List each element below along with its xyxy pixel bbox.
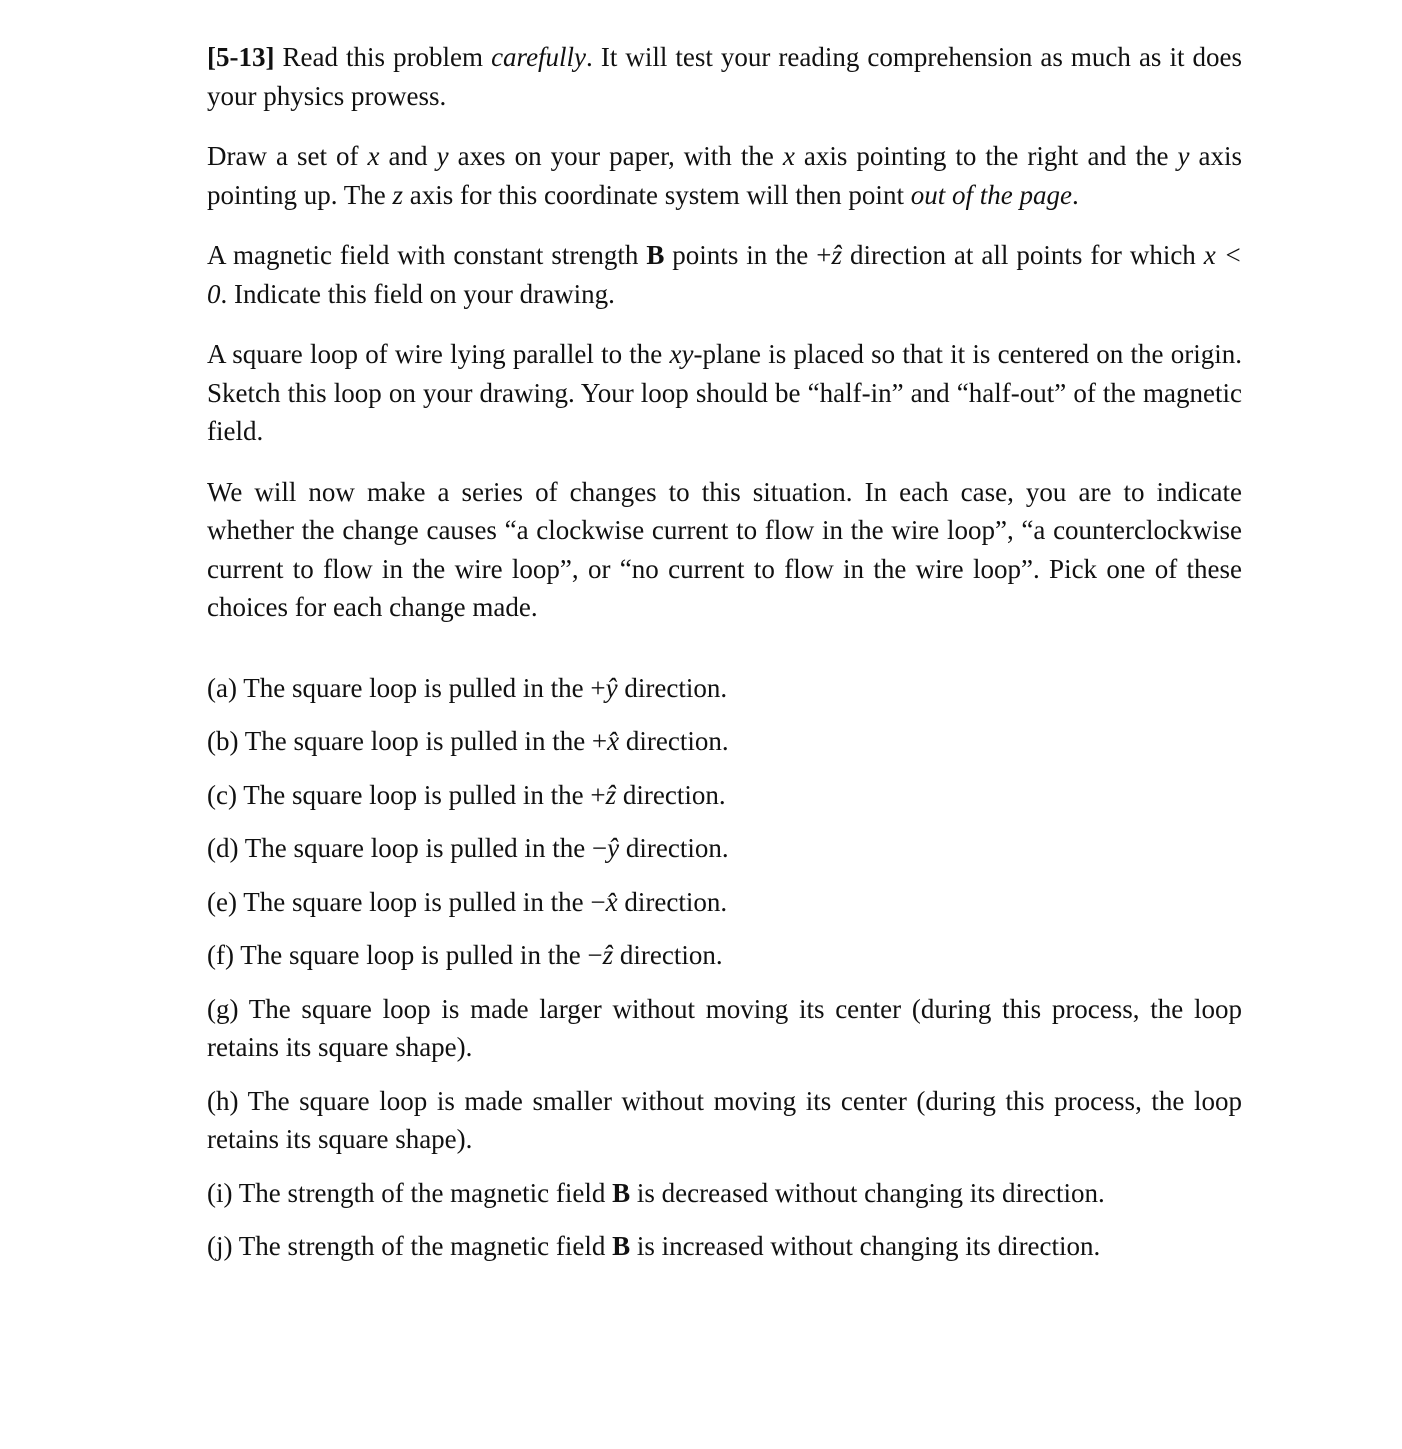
item-text: The square loop is pulled in the − xyxy=(233,940,603,970)
math-zhat: ẑ xyxy=(831,240,842,270)
field-text: direction at all points for which xyxy=(842,240,1204,270)
math-condition: x < 0 xyxy=(207,240,1242,309)
item-text: The strength of the magnetic field xyxy=(232,1231,613,1261)
axes-emphasis: out of the page xyxy=(910,179,1072,210)
axes-text: Draw a set of xyxy=(207,141,368,171)
item-text: The square loop is made larger without moving its center (during this process, the loop retains its square shape). xyxy=(207,993,1242,1062)
loop-paragraph xyxy=(207,335,1242,451)
math-y: y xyxy=(436,141,449,171)
list-item xyxy=(207,1227,1242,1266)
math-y: y xyxy=(1177,141,1190,171)
list-item xyxy=(207,1174,1242,1213)
item-label: (i) xyxy=(207,1177,233,1208)
item-label: (g) xyxy=(207,993,239,1024)
math-x: x xyxy=(782,141,795,171)
field-paragraph xyxy=(207,236,1242,313)
intro-text-b: . It will test your reading comprehension as much as it does your physics prowess. xyxy=(207,42,1242,111)
math-unit-vector: x̂ xyxy=(607,726,620,756)
item-label: (a) xyxy=(207,672,237,703)
math-B: B xyxy=(612,1177,631,1208)
axes-paragraph xyxy=(207,137,1242,214)
math-z: z xyxy=(392,179,404,210)
item-label: (d) xyxy=(207,833,239,863)
intro-text-a: Read this problem xyxy=(282,42,492,72)
item-text: The square loop is pulled in the + xyxy=(238,726,608,756)
list-item xyxy=(207,990,1242,1067)
math-x: x xyxy=(367,141,380,171)
list-item xyxy=(207,936,1242,975)
axes-text: and xyxy=(379,141,437,171)
list-item xyxy=(207,883,1242,922)
axes-text: axis pointing to the right and the xyxy=(794,141,1178,171)
math-B: B xyxy=(612,1231,631,1261)
field-text: A magnetic field with constant strength xyxy=(207,240,647,270)
item-label: (c) xyxy=(207,779,237,810)
list-item xyxy=(207,776,1242,815)
axes-text: . xyxy=(1071,179,1079,210)
loop-text: A square loop of wire lying parallel to the xyxy=(207,339,670,369)
item-text: The square loop is made smaller without moving its center (during this process, the loop retains its square shape). xyxy=(207,1085,1242,1154)
math-unit-vector: ẑ xyxy=(605,779,617,810)
item-label: (h) xyxy=(207,1085,239,1116)
changes-paragraph: We will now make a series of changes to this situation. In each case, you are to indicate whether the change causes “a clockwise current to flow in the wire loop”, “a counterclockwise current to flow in the wire loop”, or “no current to flow in the wire loop”. Pick one of these choices for each change made. xyxy=(207,476,1242,622)
intro-paragraph xyxy=(207,38,1242,115)
axes-text: axis pointing up. The xyxy=(207,141,1242,210)
change-list xyxy=(207,669,1242,1266)
math-unit-vector: ŷ xyxy=(605,672,618,703)
intro-emphasis: carefully xyxy=(491,42,587,72)
math-B: B xyxy=(646,240,665,270)
item-label: (j) xyxy=(207,1231,233,1261)
item-label: (e) xyxy=(207,886,237,917)
field-text: . Indicate this field on your drawing. xyxy=(220,278,615,309)
math-unit-vector: ẑ xyxy=(602,940,614,970)
item-text: direction. xyxy=(619,726,729,756)
item-text: is increased without changing its direction. xyxy=(630,1231,1101,1261)
item-text: The strength of the magnetic field xyxy=(232,1177,613,1208)
item-text: direction. xyxy=(616,779,726,810)
field-text: points in the + xyxy=(664,240,832,270)
loop-text: -plane is placed so that it is centered on the origin. Sketch this loop on your drawing. Your loop should be “half-in” and “half-out” of the magnetic field. xyxy=(207,339,1242,446)
problem-number: [5-13] xyxy=(207,42,275,72)
math-xy: xy xyxy=(669,339,694,369)
item-label: (b) xyxy=(207,726,239,756)
item-text: direction. xyxy=(613,940,723,970)
axes-text: axis for this coordinate system will then point xyxy=(403,179,911,210)
item-text: The square loop is pulled in the + xyxy=(236,672,606,703)
axes-text: axes on your paper, with the xyxy=(448,141,783,171)
list-item xyxy=(207,722,1242,761)
item-text: direction. xyxy=(617,886,728,917)
problem-page xyxy=(207,38,1242,1281)
list-item xyxy=(207,1082,1242,1159)
item-text: is decreased without changing its direction. xyxy=(630,1177,1105,1208)
item-text: direction. xyxy=(617,672,728,703)
math-unit-vector: x̂ xyxy=(605,886,618,917)
item-text: direction. xyxy=(619,833,729,863)
list-item xyxy=(207,669,1242,708)
item-label: (f) xyxy=(207,940,234,970)
list-item xyxy=(207,829,1242,868)
item-text: The square loop is pulled in the − xyxy=(238,833,608,863)
item-text: The square loop is pulled in the + xyxy=(236,779,606,810)
math-unit-vector: ŷ xyxy=(607,833,620,863)
item-text: The square loop is pulled in the − xyxy=(236,886,606,917)
